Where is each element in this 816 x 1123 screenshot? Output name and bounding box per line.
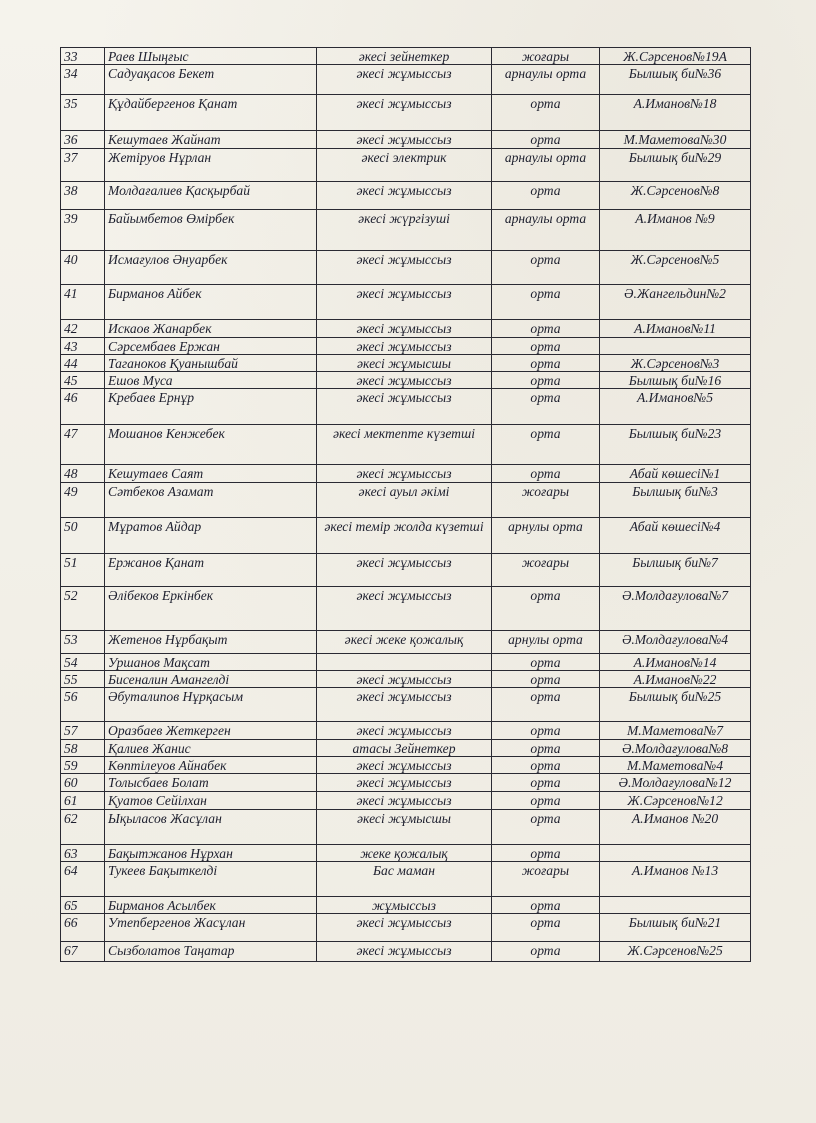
row-number: 56 bbox=[61, 688, 105, 722]
row-number: 67 bbox=[61, 942, 105, 962]
table-row bbox=[61, 131, 751, 149]
table-row bbox=[61, 210, 751, 251]
parent-occupation: әкесі жұмыссыз bbox=[317, 792, 492, 810]
row-number: 33 bbox=[61, 48, 105, 65]
table-row bbox=[61, 757, 751, 774]
education: орта bbox=[492, 320, 600, 338]
student-name: Тукеев Бақыткелді bbox=[105, 862, 317, 897]
table-row bbox=[61, 355, 751, 372]
parent-occupation: әкесі жұмыссыз bbox=[317, 338, 492, 355]
home-address: Ж.Сәрсенов№19А bbox=[600, 48, 751, 65]
table-row bbox=[61, 182, 751, 210]
parent-occupation: әкесі жұмыссыз bbox=[317, 320, 492, 338]
home-address: А.Иманов №13 bbox=[600, 862, 751, 897]
row-number: 44 bbox=[61, 355, 105, 372]
row-number: 39 bbox=[61, 210, 105, 251]
table-row bbox=[61, 65, 751, 95]
table-row bbox=[61, 251, 751, 285]
student-name: Ешов Муса bbox=[105, 372, 317, 389]
education: орта bbox=[492, 355, 600, 372]
table-row bbox=[61, 810, 751, 845]
row-number: 66 bbox=[61, 914, 105, 942]
parent-occupation: әкесі жұмыссыз bbox=[317, 389, 492, 425]
row-number: 61 bbox=[61, 792, 105, 810]
student-name: Сәрсембаев Ержан bbox=[105, 338, 317, 355]
student-name: Раев Шыңғыс bbox=[105, 48, 317, 65]
table-row bbox=[61, 587, 751, 631]
education: арнулы орта bbox=[492, 518, 600, 554]
parent-occupation bbox=[317, 654, 492, 671]
parent-occupation: әкесі жұмыссыз bbox=[317, 131, 492, 149]
row-number: 43 bbox=[61, 338, 105, 355]
parent-occupation: әкесі жұмыссыз bbox=[317, 722, 492, 740]
table-row bbox=[61, 518, 751, 554]
parent-occupation: әкесі жұмыссыз bbox=[317, 587, 492, 631]
parent-occupation: әкесі зейнеткер bbox=[317, 48, 492, 65]
parent-occupation: әкесі жұмыссыз bbox=[317, 914, 492, 942]
student-name: Бисеналин Амангелді bbox=[105, 671, 317, 688]
table-row bbox=[61, 149, 751, 182]
education: арнаулы орта bbox=[492, 210, 600, 251]
table-row bbox=[61, 372, 751, 389]
row-number: 46 bbox=[61, 389, 105, 425]
education: орта bbox=[492, 465, 600, 483]
row-number: 37 bbox=[61, 149, 105, 182]
student-name: Әлібеков Еркінбек bbox=[105, 587, 317, 631]
student-name: Әбуталипов Нұрқасым bbox=[105, 688, 317, 722]
education: орта bbox=[492, 671, 600, 688]
table-row bbox=[61, 285, 751, 320]
home-address: А.Иманов№5 bbox=[600, 389, 751, 425]
student-name: Құдайбергенов Қанат bbox=[105, 95, 317, 131]
table-row bbox=[61, 942, 751, 962]
row-number: 49 bbox=[61, 483, 105, 518]
table-row bbox=[61, 722, 751, 740]
row-number: 57 bbox=[61, 722, 105, 740]
education: орта bbox=[492, 688, 600, 722]
home-address: Былшық би№3 bbox=[600, 483, 751, 518]
parent-occupation: атасы Зейнеткер bbox=[317, 740, 492, 757]
home-address: М.Маметова№4 bbox=[600, 757, 751, 774]
parent-occupation: әкесі жұмыссыз bbox=[317, 372, 492, 389]
student-name: Қуатов Сейілхан bbox=[105, 792, 317, 810]
education: жоғары bbox=[492, 862, 600, 897]
table-body bbox=[61, 48, 751, 962]
row-number: 55 bbox=[61, 671, 105, 688]
home-address: А.Иманов№11 bbox=[600, 320, 751, 338]
home-address: Абай көшесі№1 bbox=[600, 465, 751, 483]
student-name: Таганоков Қуанышбай bbox=[105, 355, 317, 372]
education: орта bbox=[492, 914, 600, 942]
parent-occupation: әкесі ауыл әкімі bbox=[317, 483, 492, 518]
table-row bbox=[61, 320, 751, 338]
home-address: Ә.Молдағулова№12 bbox=[600, 774, 751, 792]
student-name: Мошанов Кенжебек bbox=[105, 425, 317, 465]
student-name: Жетіруов Нұрлан bbox=[105, 149, 317, 182]
education: орта bbox=[492, 942, 600, 962]
education: орта bbox=[492, 654, 600, 671]
table-row bbox=[61, 654, 751, 671]
education: орта bbox=[492, 131, 600, 149]
student-name: Искаов Жанарбек bbox=[105, 320, 317, 338]
education: арнаулы орта bbox=[492, 65, 600, 95]
parent-occupation: әкесі жұмыссыз bbox=[317, 774, 492, 792]
education: орта bbox=[492, 587, 600, 631]
student-name: Уршанов Мақсат bbox=[105, 654, 317, 671]
education: орта bbox=[492, 95, 600, 131]
parent-occupation: әкесі жұмыссыз bbox=[317, 182, 492, 210]
education: орта bbox=[492, 897, 600, 914]
row-number: 64 bbox=[61, 862, 105, 897]
student-name: Оразбаев Жеткерген bbox=[105, 722, 317, 740]
row-number: 65 bbox=[61, 897, 105, 914]
home-address: А.Иманов№14 bbox=[600, 654, 751, 671]
home-address: Ж.Сәрсенов№8 bbox=[600, 182, 751, 210]
row-number: 59 bbox=[61, 757, 105, 774]
education: орта bbox=[492, 285, 600, 320]
parent-occupation: әкесі жұмысшы bbox=[317, 810, 492, 845]
parent-occupation: әкесі жұмыссыз bbox=[317, 554, 492, 587]
home-address: А.Иманов №9 bbox=[600, 210, 751, 251]
table-row bbox=[61, 95, 751, 131]
student-name: Көптілеуов Айнабек bbox=[105, 757, 317, 774]
home-address: Ж.Сәрсенов№12 bbox=[600, 792, 751, 810]
student-name: Исмағулов Әнуарбек bbox=[105, 251, 317, 285]
student-name: Кешутаев Жайнат bbox=[105, 131, 317, 149]
parent-occupation: жеке қожалық bbox=[317, 845, 492, 862]
student-name: Мұратов Айдар bbox=[105, 518, 317, 554]
home-address: Абай көшесі№4 bbox=[600, 518, 751, 554]
education: арнулы орта bbox=[492, 631, 600, 654]
table-row bbox=[61, 862, 751, 897]
row-number: 52 bbox=[61, 587, 105, 631]
student-name: Бирманов Асылбек bbox=[105, 897, 317, 914]
parent-occupation: әкесі жұмыссыз bbox=[317, 285, 492, 320]
row-number: 41 bbox=[61, 285, 105, 320]
parent-occupation: әкесі жұмыссыз bbox=[317, 95, 492, 131]
table-row bbox=[61, 671, 751, 688]
table-row bbox=[61, 425, 751, 465]
parent-occupation: әкесі темір жолда күзетші bbox=[317, 518, 492, 554]
parent-occupation: әкесі мектепте күзетші bbox=[317, 425, 492, 465]
parent-occupation: әкесі жұмыссыз bbox=[317, 671, 492, 688]
row-number: 36 bbox=[61, 131, 105, 149]
education: орта bbox=[492, 722, 600, 740]
home-address: Былшық би№21 bbox=[600, 914, 751, 942]
home-address: М.Маметова№30 bbox=[600, 131, 751, 149]
home-address: М.Маметова№7 bbox=[600, 722, 751, 740]
row-number: 48 bbox=[61, 465, 105, 483]
education: орта bbox=[492, 845, 600, 862]
student-name: Толысбаев Болат bbox=[105, 774, 317, 792]
home-address bbox=[600, 338, 751, 355]
education: жоғары bbox=[492, 483, 600, 518]
row-number: 45 bbox=[61, 372, 105, 389]
education: орта bbox=[492, 251, 600, 285]
student-name: Жетенов Нұрбақыт bbox=[105, 631, 317, 654]
row-number: 53 bbox=[61, 631, 105, 654]
home-address: Ә.Молдағулова№4 bbox=[600, 631, 751, 654]
parent-occupation: әкесі жұмыссыз bbox=[317, 465, 492, 483]
education: орта bbox=[492, 182, 600, 210]
table-row bbox=[61, 845, 751, 862]
home-address: Ж.Сәрсенов№5 bbox=[600, 251, 751, 285]
student-name: Қалиев Жанис bbox=[105, 740, 317, 757]
education: арнаулы орта bbox=[492, 149, 600, 182]
home-address: Ә.Молдағулова№7 bbox=[600, 587, 751, 631]
student-name: Бақытжанов Нұрхан bbox=[105, 845, 317, 862]
table-row bbox=[61, 465, 751, 483]
student-name: Сызболатов Таңатар bbox=[105, 942, 317, 962]
table-row bbox=[61, 48, 751, 65]
parent-occupation: әкесі жүргізуші bbox=[317, 210, 492, 251]
parent-occupation: әкесі жұмысшы bbox=[317, 355, 492, 372]
table-row bbox=[61, 688, 751, 722]
table-row bbox=[61, 389, 751, 425]
row-number: 38 bbox=[61, 182, 105, 210]
row-number: 40 bbox=[61, 251, 105, 285]
education: орта bbox=[492, 810, 600, 845]
table-row bbox=[61, 554, 751, 587]
row-number: 47 bbox=[61, 425, 105, 465]
table-row bbox=[61, 897, 751, 914]
student-name: Сәтбеков Азамат bbox=[105, 483, 317, 518]
row-number: 35 bbox=[61, 95, 105, 131]
row-number: 42 bbox=[61, 320, 105, 338]
student-name: Ықыласов Жасұлан bbox=[105, 810, 317, 845]
student-name: Бирманов Айбек bbox=[105, 285, 317, 320]
table-row bbox=[61, 914, 751, 942]
student-list-table bbox=[60, 47, 751, 962]
table-row bbox=[61, 740, 751, 757]
home-address: Былшық би№7 bbox=[600, 554, 751, 587]
table-row bbox=[61, 774, 751, 792]
student-name: Байымбетов Өмірбек bbox=[105, 210, 317, 251]
home-address: Ж.Сәрсенов№25 bbox=[600, 942, 751, 962]
student-name: Молдағалиев Қасқырбай bbox=[105, 182, 317, 210]
parent-occupation: әкесі жұмыссыз bbox=[317, 65, 492, 95]
home-address: Ж.Сәрсенов№3 bbox=[600, 355, 751, 372]
home-address: Ә.Молдағулова№8 bbox=[600, 740, 751, 757]
education: орта bbox=[492, 774, 600, 792]
parent-occupation: әкесі жұмыссыз bbox=[317, 942, 492, 962]
education: орта bbox=[492, 389, 600, 425]
student-name: Кешутаев Саят bbox=[105, 465, 317, 483]
home-address: Былшық би№23 bbox=[600, 425, 751, 465]
home-address bbox=[600, 845, 751, 862]
table-row bbox=[61, 483, 751, 518]
row-number: 54 bbox=[61, 654, 105, 671]
student-name: Кребаев Ернұр bbox=[105, 389, 317, 425]
education: орта bbox=[492, 792, 600, 810]
table-row bbox=[61, 631, 751, 654]
student-name: Ержанов Қанат bbox=[105, 554, 317, 587]
education: жоғары bbox=[492, 554, 600, 587]
education: орта bbox=[492, 757, 600, 774]
parent-occupation: әкесі жеке қожалық bbox=[317, 631, 492, 654]
row-number: 34 bbox=[61, 65, 105, 95]
home-address: Былшық би№29 bbox=[600, 149, 751, 182]
education: орта bbox=[492, 372, 600, 389]
education: жоғары bbox=[492, 48, 600, 65]
table-row bbox=[61, 338, 751, 355]
home-address: Ә.Жангельдин№2 bbox=[600, 285, 751, 320]
home-address: А.Иманов№22 bbox=[600, 671, 751, 688]
row-number: 58 bbox=[61, 740, 105, 757]
parent-occupation: жұмыссыз bbox=[317, 897, 492, 914]
education: орта bbox=[492, 338, 600, 355]
parent-occupation: әкесі электрик bbox=[317, 149, 492, 182]
student-name: Утепбергенов Жасұлан bbox=[105, 914, 317, 942]
parent-occupation: Бас маман bbox=[317, 862, 492, 897]
row-number: 51 bbox=[61, 554, 105, 587]
row-number: 62 bbox=[61, 810, 105, 845]
home-address bbox=[600, 897, 751, 914]
parent-occupation: әкесі жұмыссыз bbox=[317, 251, 492, 285]
row-number: 50 bbox=[61, 518, 105, 554]
home-address: Былшық би№16 bbox=[600, 372, 751, 389]
row-number: 60 bbox=[61, 774, 105, 792]
table-row bbox=[61, 792, 751, 810]
home-address: Былшық би№25 bbox=[600, 688, 751, 722]
home-address: Былшық би№36 bbox=[600, 65, 751, 95]
education: орта bbox=[492, 740, 600, 757]
home-address: А.Иманов№18 bbox=[600, 95, 751, 131]
parent-occupation: әкесі жұмыссыз bbox=[317, 688, 492, 722]
parent-occupation: әкесі жұмыссыз bbox=[317, 757, 492, 774]
student-name: Садуақасов Бекет bbox=[105, 65, 317, 95]
home-address: А.Иманов №20 bbox=[600, 810, 751, 845]
row-number: 63 bbox=[61, 845, 105, 862]
education: орта bbox=[492, 425, 600, 465]
